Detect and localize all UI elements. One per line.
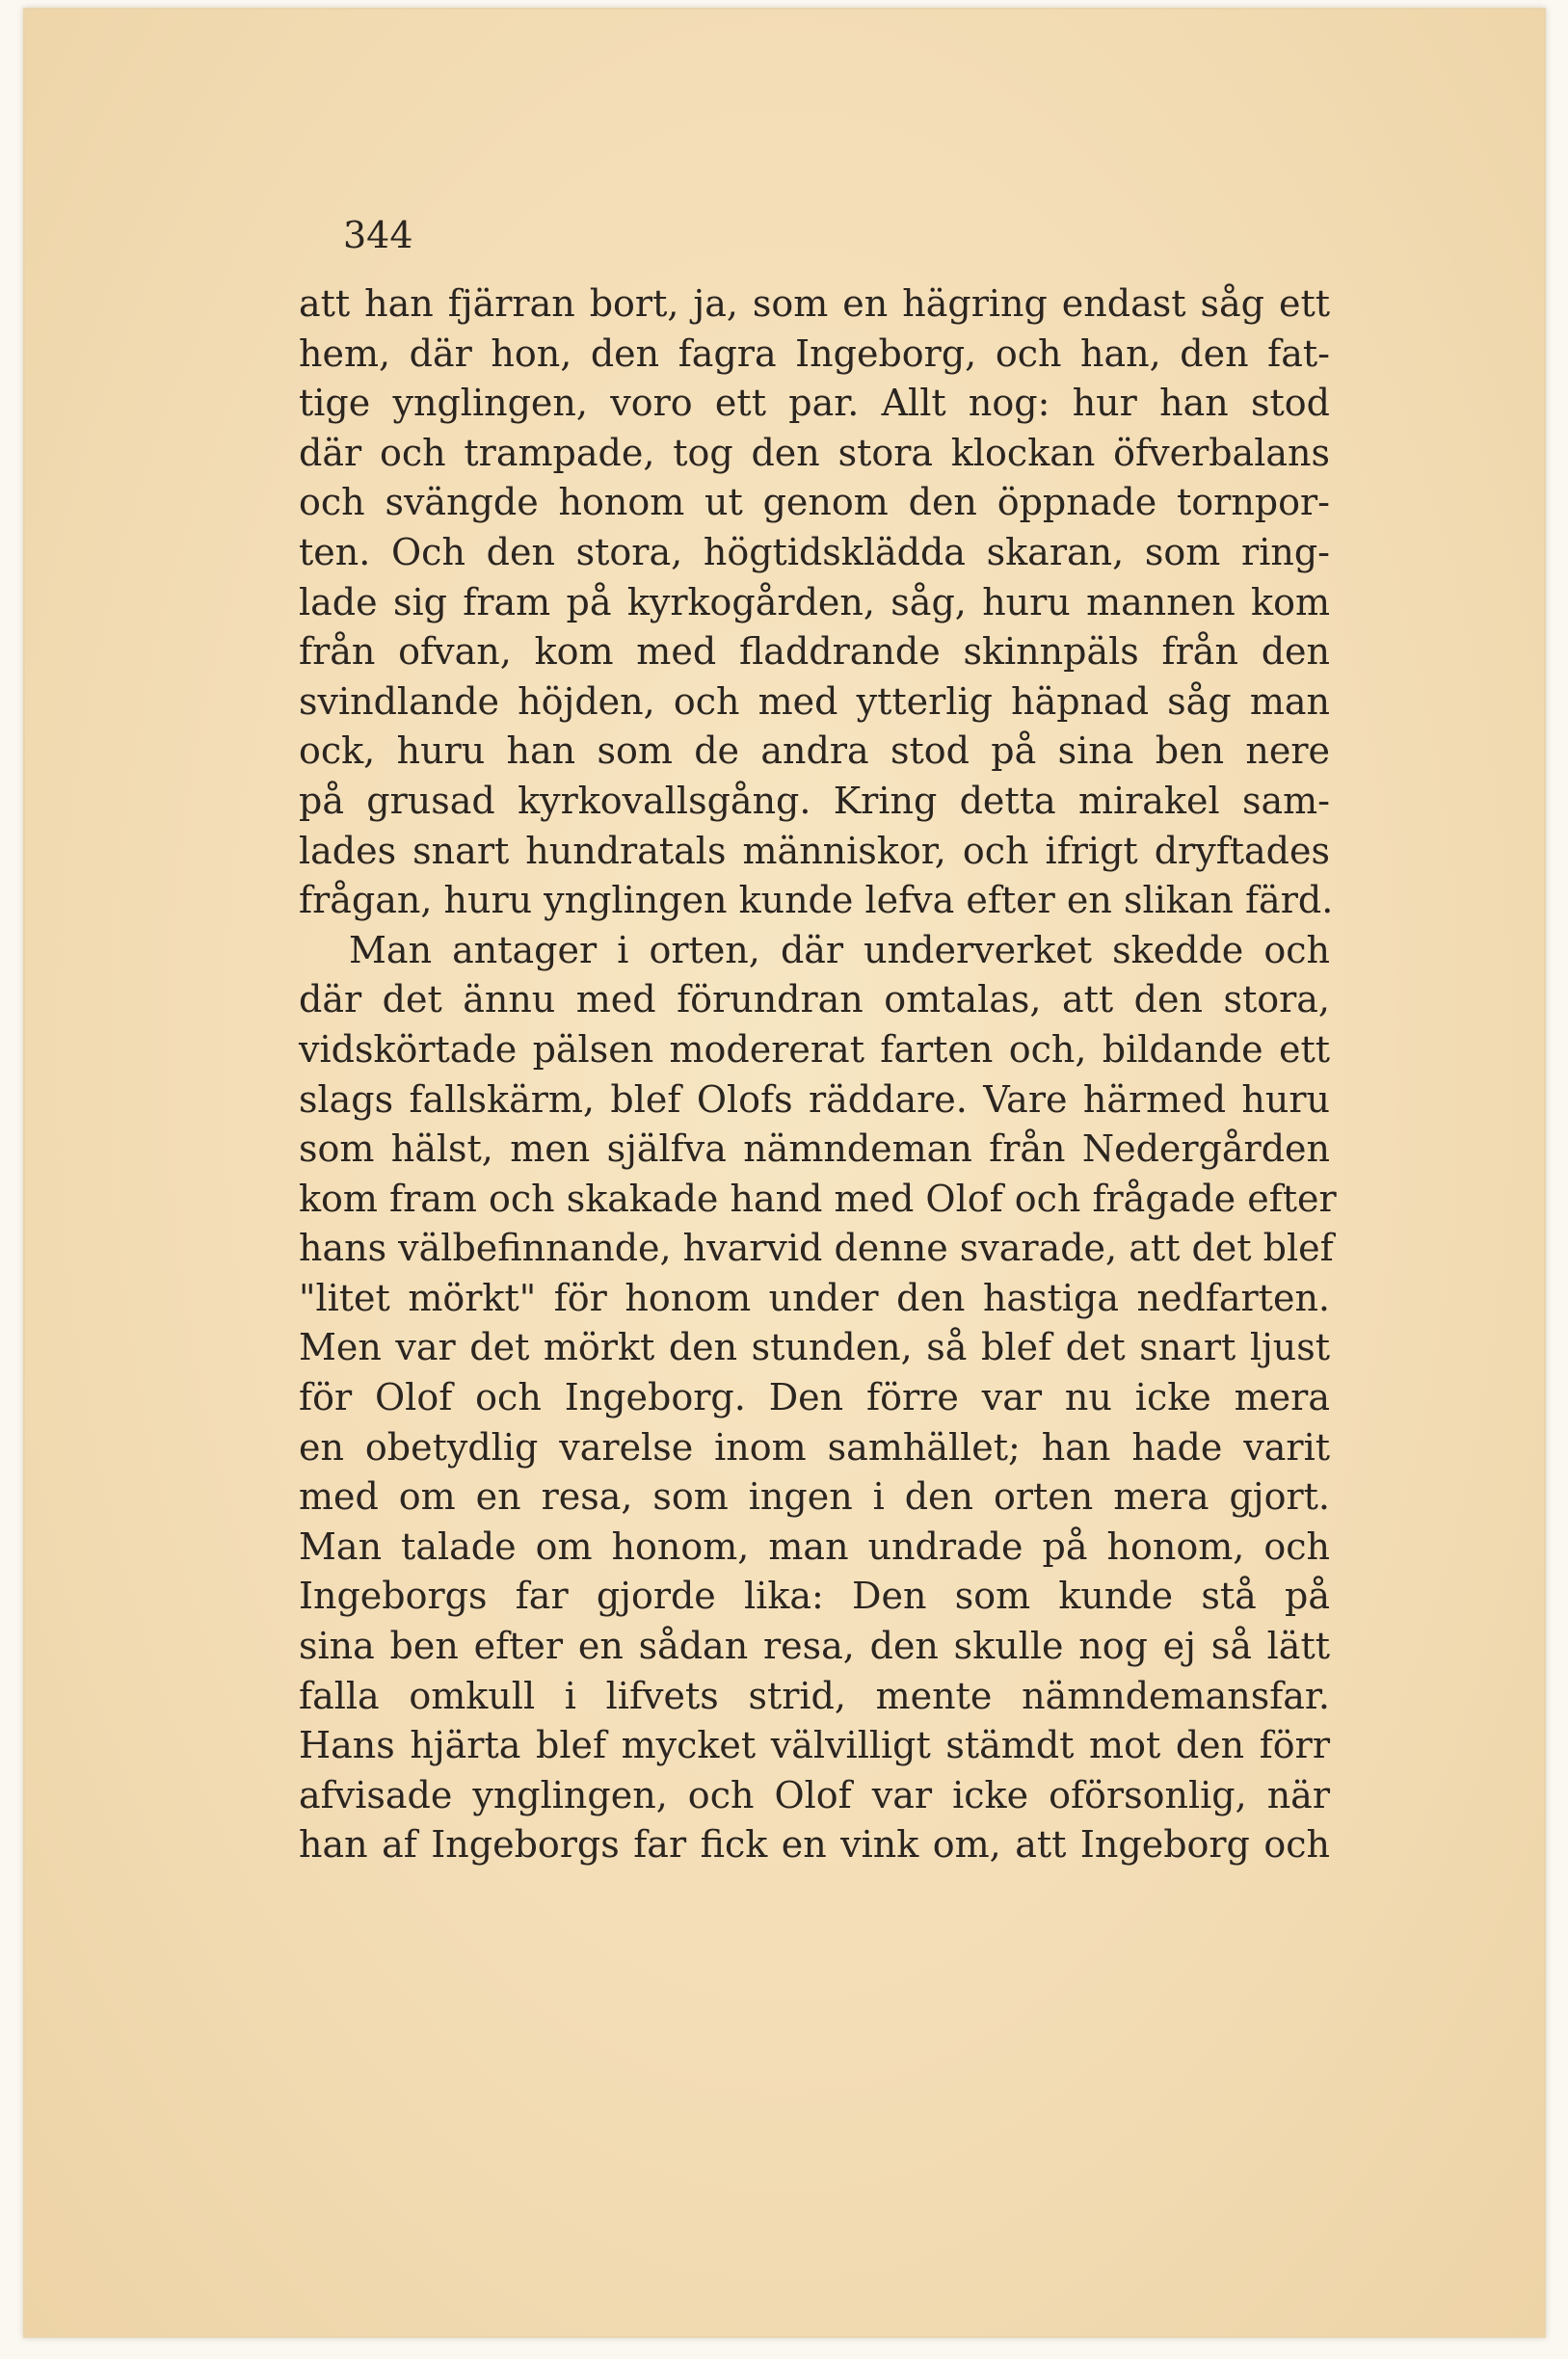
text-line: slags fallskärm, blef Olofs räddare. Vare härmed huru [299, 1077, 1330, 1121]
text-line: tige ynglingen, voro ett par. Allt nog: hur han stod [299, 382, 1330, 425]
text-line: Ingeborgs far gjorde lika: Den som kunde stå på [299, 1575, 1330, 1618]
text-line: från ofvan, kom med fladdrande skinnpäls från den [299, 630, 1330, 674]
text-line: lades snart hundratals människor, och ifrigt dryftades [299, 829, 1330, 872]
text-line: afvisade ynglingen, och Olof var icke oförsonlig, när [299, 1773, 1330, 1816]
text-line: på grusad kyrkovallsgång. Kring detta mirakel sam- [299, 779, 1330, 822]
text-line: vidskörtade pälsen modererat farten och, bildande ett [299, 1027, 1330, 1071]
text-line: sina ben efter en sådan resa, den skulle nog ej så lätt [299, 1625, 1330, 1668]
text-line: ock, huru han som de andra stod på sina ben nere [299, 729, 1330, 773]
text-line: kom fram och skakade hand med Olof och frågade efter [299, 1177, 1337, 1220]
text-line: lade sig fram på kyrkogården, såg, huru mannen kom [299, 580, 1330, 623]
text-line: falla omkull i lifvets strid, mente nämndemansfar. [299, 1674, 1330, 1717]
text-line: hans välbefinnande, hvarvid denne svarade, att det blef [299, 1227, 1334, 1270]
text-line: med om en resa, som ingen i den orten mera gjort. [299, 1475, 1330, 1519]
text-line: där det ännu med förundran omtalas, att den stora, [299, 978, 1330, 1021]
text-line: där och trampade, tog den stora klockan öfverbalans [299, 431, 1330, 474]
text-line: Hans hjärta blef mycket välvilligt stämdt mot den förr [299, 1724, 1330, 1767]
text-line: svindlande höjden, och med ytterlig häpnad såg man [299, 679, 1330, 723]
text-line: och svängde honom ut genom den öppnade tornpor- [299, 481, 1330, 524]
body-text [299, 279, 1337, 1870]
text-line: "litet mörkt" för honom under den hastiga nedfarten. [299, 1276, 1330, 1319]
text-line: han af Ingeborgs far fick en vink om, att Ingeborg och [299, 1823, 1330, 1867]
text-line: ten. Och den stora, högtidsklädda skaran, som ring- [299, 530, 1330, 573]
text-line: Man talade om honom, man undrade på honom, och [299, 1524, 1330, 1568]
page-number: 344 [343, 214, 413, 256]
text-line: frågan, huru ynglingen kunde lefva efter en slikan färd. [299, 879, 1334, 922]
text-line: Man antager i orten, där underverket skedde och [349, 928, 1330, 971]
text-line: att han fjärran bort, ja, som en hägring endast såg ett [299, 282, 1330, 325]
text-line: en obetydlig varelse inom samhället; han hade varit [299, 1425, 1330, 1469]
text-line: Men var det mörkt den stunden, så blef det snart ljust [299, 1326, 1330, 1369]
text-line: som hälst, men själfva nämndeman från Nedergården [299, 1127, 1330, 1171]
text-line: hem, där hon, den fagra Ingeborg, och han, den fat- [299, 331, 1330, 375]
text-line: för Olof och Ingeborg. Den förre var nu icke mera [299, 1376, 1330, 1419]
